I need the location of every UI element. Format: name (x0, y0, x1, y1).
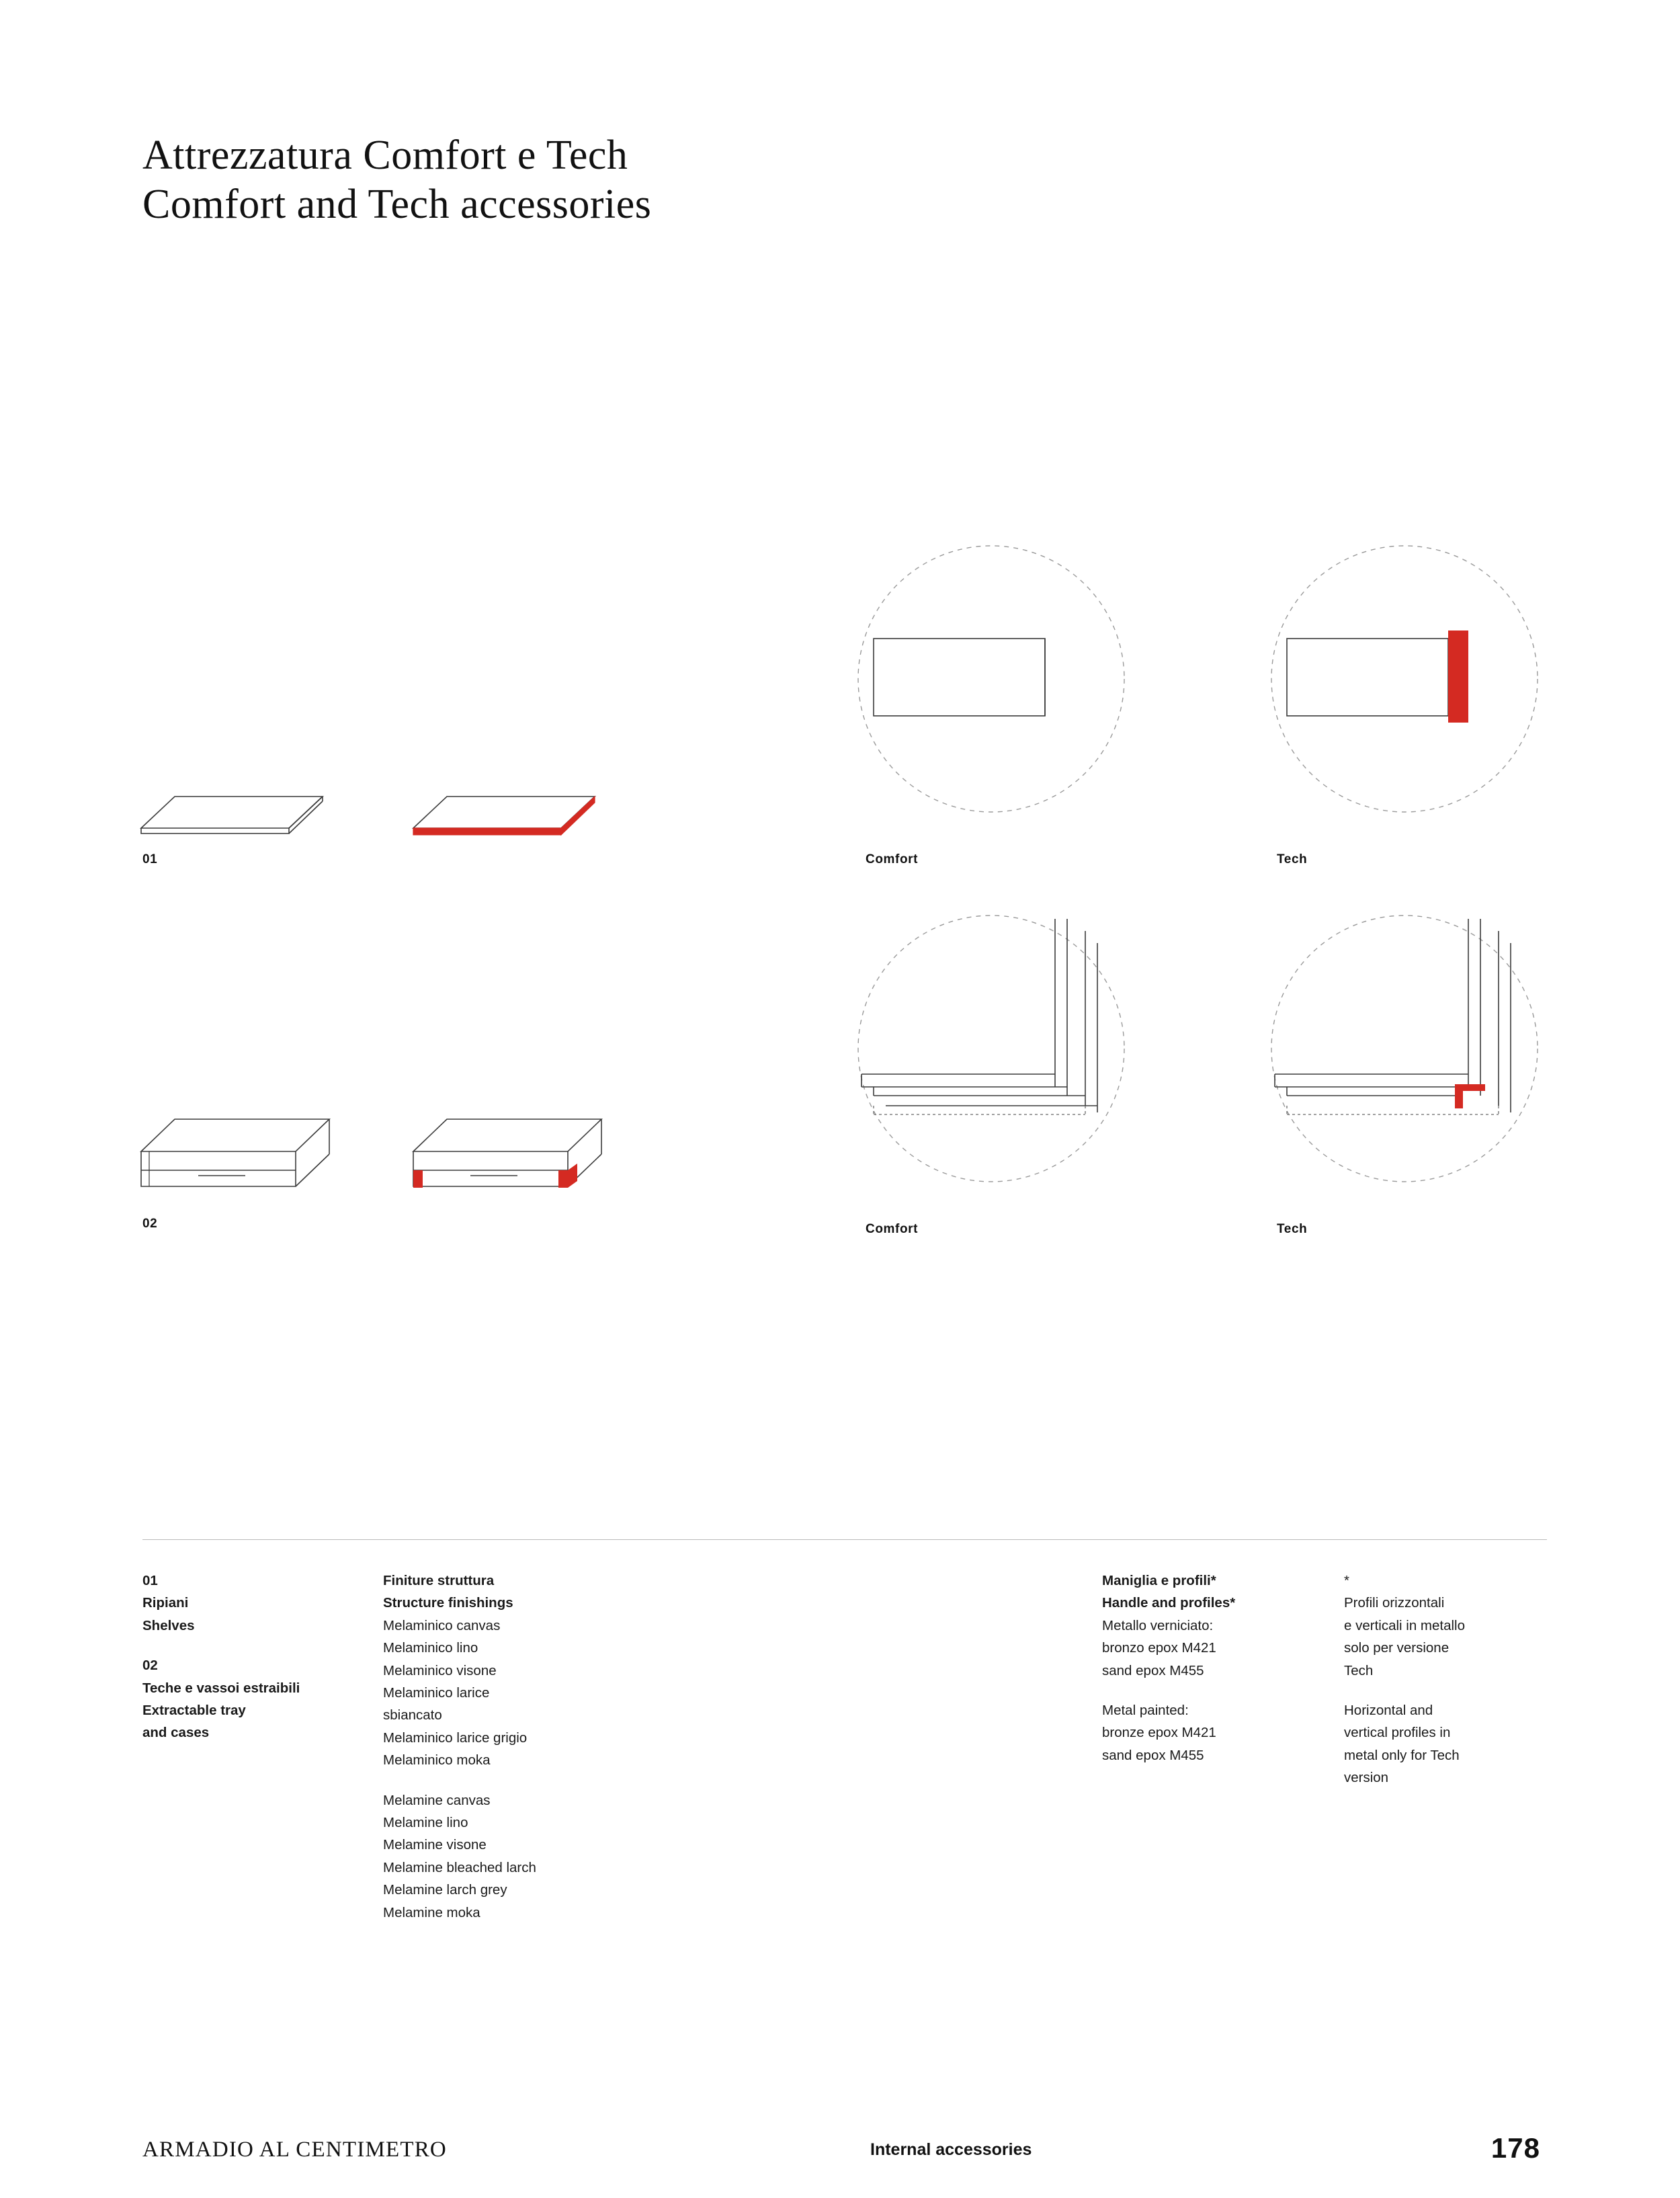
legend-item-02-name-it: Teche e vassoi estraibili (142, 1680, 300, 1696)
footnote-en-0: Horizontal and (1344, 1703, 1433, 1719)
handle-en-2: sand epox M455 (1102, 1747, 1204, 1763)
footer-section: Internal accessories (870, 2140, 1032, 2159)
figure-shelf-tech (407, 766, 662, 840)
caption-tray-number: 02 (142, 1217, 158, 1231)
detail-tray-tech (1267, 911, 1542, 1186)
handle-heading-it: Maniglia e profili* (1102, 1573, 1216, 1588)
footnote-it-1: e verticali in metallo (1344, 1617, 1466, 1633)
finishings-en-3: Melamine bleached larch (383, 1859, 536, 1875)
detail-shelf-comfort (853, 541, 1129, 817)
caption-shelf-tech: Tech (1277, 852, 1308, 866)
page-number: 178 (1490, 2132, 1540, 2164)
caption-tray-comfort: Comfort (866, 1222, 919, 1236)
handle-it-1: bronzo epox M421 (1102, 1640, 1216, 1656)
legend-item-02-name-en: Extractable tray (142, 1703, 246, 1719)
figure-shelf-plain (134, 766, 390, 840)
handle-heading-en: Handle and profiles* (1102, 1595, 1236, 1611)
handle-en-1: bronze epox M421 (1102, 1725, 1216, 1741)
finishings-it-2: Melaminico visone (383, 1662, 497, 1678)
handle-it-0: Metallo verniciato: (1102, 1617, 1214, 1633)
finishings-en-0: Melamine canvas (383, 1792, 491, 1808)
legend-column-handle (1102, 1570, 1324, 1766)
finishings-it-3: Melaminico larice (383, 1685, 490, 1701)
legend-item-01-number: 01 (142, 1573, 158, 1588)
legend-column-finishings (383, 1570, 665, 1924)
footnote-en-3: version (1344, 1770, 1389, 1786)
legend-item-01-name-it: Ripiani (142, 1595, 189, 1611)
footnote-it-0: Profili orizzontali (1344, 1595, 1445, 1611)
finishings-it-6: Melaminico moka (383, 1752, 491, 1768)
footnote-asterisk: * (1344, 1573, 1349, 1588)
page-title-english: Comfort and Tech accessories (142, 181, 652, 228)
finishings-it-4: sbiancato (383, 1707, 442, 1723)
page-title (142, 131, 651, 229)
footnote-en-1: vertical profiles in (1344, 1725, 1451, 1741)
legend-item-02-number: 02 (142, 1658, 158, 1674)
finishings-heading-it: Finiture struttura (383, 1573, 495, 1588)
figure-tray-tech (407, 1106, 675, 1207)
handle-it-2: sand epox M455 (1102, 1662, 1204, 1678)
finishings-en-4: Melamine larch grey (383, 1882, 507, 1898)
legend-item-02-name-en-cont: and cases (142, 1725, 210, 1741)
footnote-it-2: solo per versione (1344, 1640, 1450, 1656)
page-title-italian: Attrezzatura Comfort e Tech (142, 132, 628, 178)
legend-divider (142, 1539, 1547, 1540)
footnote-it-3: Tech (1344, 1662, 1374, 1678)
footnote-en-2: metal only for Tech (1344, 1747, 1460, 1763)
handle-en-0: Metal painted: (1102, 1703, 1189, 1719)
detail-shelf-tech (1267, 541, 1542, 817)
figure-tray-plain (134, 1106, 403, 1207)
caption-shelf-comfort: Comfort (866, 852, 919, 866)
caption-shelf-number: 01 (142, 852, 158, 866)
finishings-heading-en: Structure finishings (383, 1595, 513, 1611)
footer-brand: ARMADIO AL CENTIMETRO (142, 2138, 447, 2162)
legend-column-items (142, 1570, 344, 1744)
finishings-en-1: Melamine lino (383, 1815, 468, 1831)
legend-item-01-name-en: Shelves (142, 1617, 195, 1633)
finishings-en-5: Melamine moka (383, 1904, 480, 1920)
detail-tray-comfort (853, 911, 1129, 1186)
finishings-it-5: Melaminico larice grigio (383, 1729, 528, 1746)
legend-column-footnote (1344, 1570, 1546, 1789)
finishings-it-0: Melaminico canvas (383, 1617, 501, 1633)
finishings-it-1: Melaminico lino (383, 1640, 478, 1656)
finishings-en-2: Melamine visone (383, 1837, 487, 1853)
caption-tray-tech: Tech (1277, 1222, 1308, 1236)
